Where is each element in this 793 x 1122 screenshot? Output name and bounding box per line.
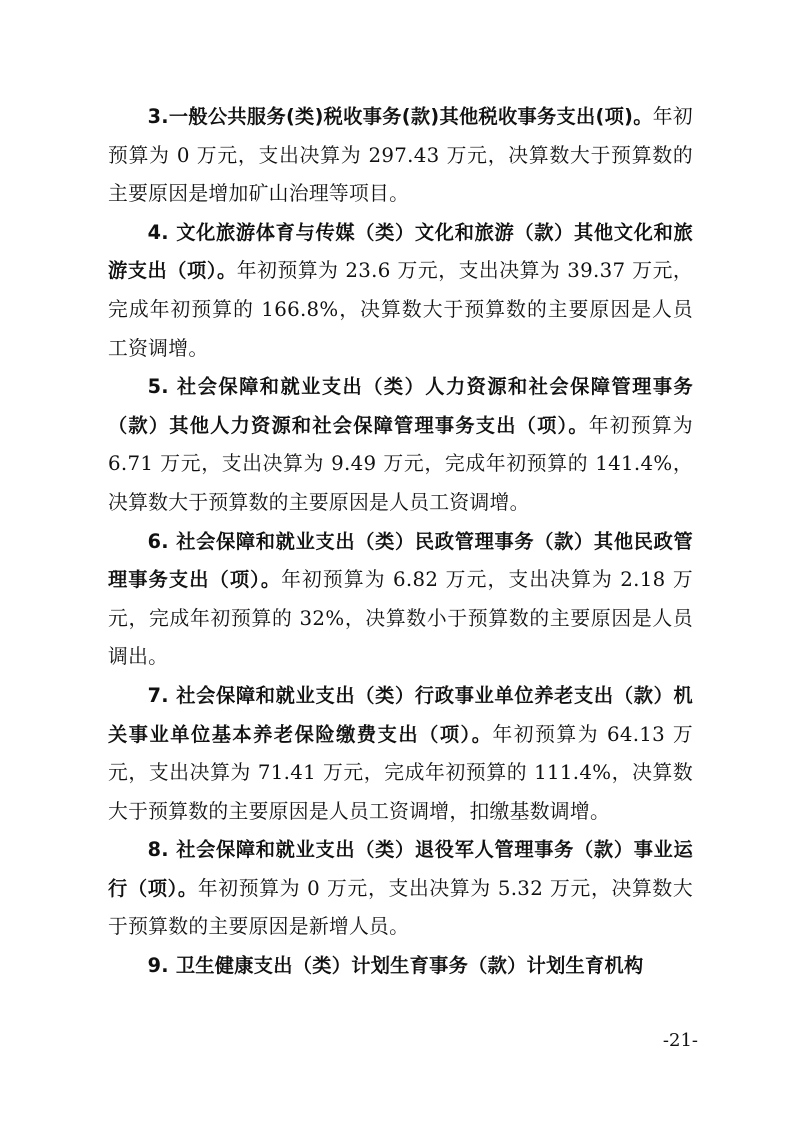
paragraph-body: 年初预算为 64.13 万元，支出决算为 71.41 万元，完成年初预算的 111.4%，决算数大于预算数的主要原因是人员工资调增，扣缴基数调增。: [108, 722, 693, 823]
paragraph-body: 年初预算为 0 万元，支出决算为 297.43 万元，决算数大于预算数的主要原因是增加矿山治理等项目。: [108, 105, 693, 206]
paragraph-item-8: [108, 831, 693, 947]
paragraph-heading: 5. 社会保障和就业支出（类）人力资源和社会保障管理事务（款）其他人力资源和社会保障管理事务支出（项）。: [108, 375, 693, 437]
paragraph-item-9: [108, 947, 693, 986]
paragraph-heading: 8. 社会保障和就业支出（类）退役军人管理事务（款）事业运行（项）。: [108, 838, 693, 900]
paragraph-body: 年初预算为 6.71 万元，支出决算为 9.49 万元，完成年初预算的 141.4%，决算数大于预算数的主要原因是人员工资调增。: [108, 413, 693, 514]
paragraph-heading: 9. 卫生健康支出（类）计划生育事务（款）计划生育机构: [147, 954, 644, 978]
paragraph-body: 年初预算为 6.82 万元，支出决算为 2.18 万元，完成年初预算的 32%，决算数小于预算数的主要原因是人员调出。: [108, 568, 693, 669]
paragraph-heading: 3.一般公共服务(类)税收事务(款)其他税收事务支出(项)。: [147, 105, 653, 128]
paragraph-item-6: [108, 523, 693, 677]
paragraph-item-4: [108, 214, 693, 368]
document-body: [108, 98, 693, 986]
paragraph-item-7: [108, 677, 693, 831]
page-number: -21-: [662, 1030, 698, 1051]
paragraph-item-5: [108, 368, 693, 522]
paragraph-item-3: [108, 98, 693, 214]
paragraph-body: 年初预算为 23.6 万元，支出决算为 39.37 万元，完成年初预算的 166.8%，决算数大于预算数的主要原因是人员工资调增。: [108, 259, 694, 360]
paragraph-heading: 7. 社会保障和就业支出（类）行政事业单位养老支出（款）机关事业单位基本养老保险缴费支出（项）。: [108, 683, 693, 746]
paragraph-body: 年初预算为 0 万元，支出决算为 5.32 万元，决算数大于预算数的主要原因是新增人员。: [108, 876, 693, 939]
paragraph-heading: 6. 社会保障和就业支出（类）民政管理事务（款）其他民政管理事务支出（项）。: [108, 529, 693, 592]
paragraph-heading: 4. 文化旅游体育与传媒（类）文化和旅游（款）其他文化和旅游支出（项）。: [108, 220, 693, 283]
